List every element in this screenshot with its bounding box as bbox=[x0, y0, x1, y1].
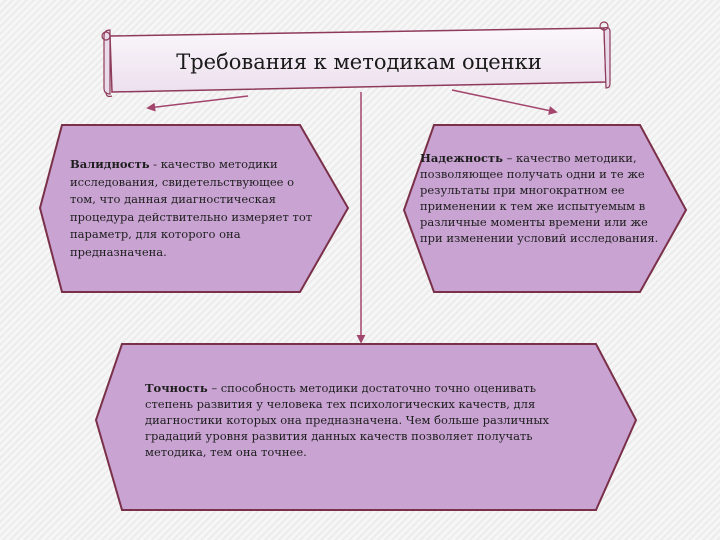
accuracy-description: – способность методики достаточно точно оценивать степень развития у человека тех психологических качеств, для диагностики которых она предназначена. Чем больше различных градаций уровня развития данных качеств позволяет получать методика, тем она точнее. bbox=[145, 381, 550, 459]
arrow-to-validity bbox=[148, 96, 248, 108]
validity-text bbox=[70, 156, 320, 261]
accuracy-term: Точность bbox=[145, 381, 208, 395]
accuracy-text bbox=[145, 380, 555, 460]
reliability-description: – качество методики, позволяющее получать одни и те же результаты при многократном ее применении к тем же испытуемым в различные моменты времени или же при изменении условий исследования. bbox=[420, 151, 659, 245]
validity-description: - качество методики исследования, свидетельствующее о том, что данная диагностическая процедура действительно измеряет тот параметр, для которого она предназначена. bbox=[70, 157, 313, 259]
validity-term: Валидность bbox=[70, 157, 150, 171]
reliability-term: Надежность bbox=[420, 151, 503, 165]
page-title: Требования к методикам оценки bbox=[176, 50, 542, 74]
reliability-text bbox=[420, 150, 660, 246]
arrow-to-reliability bbox=[452, 90, 556, 112]
